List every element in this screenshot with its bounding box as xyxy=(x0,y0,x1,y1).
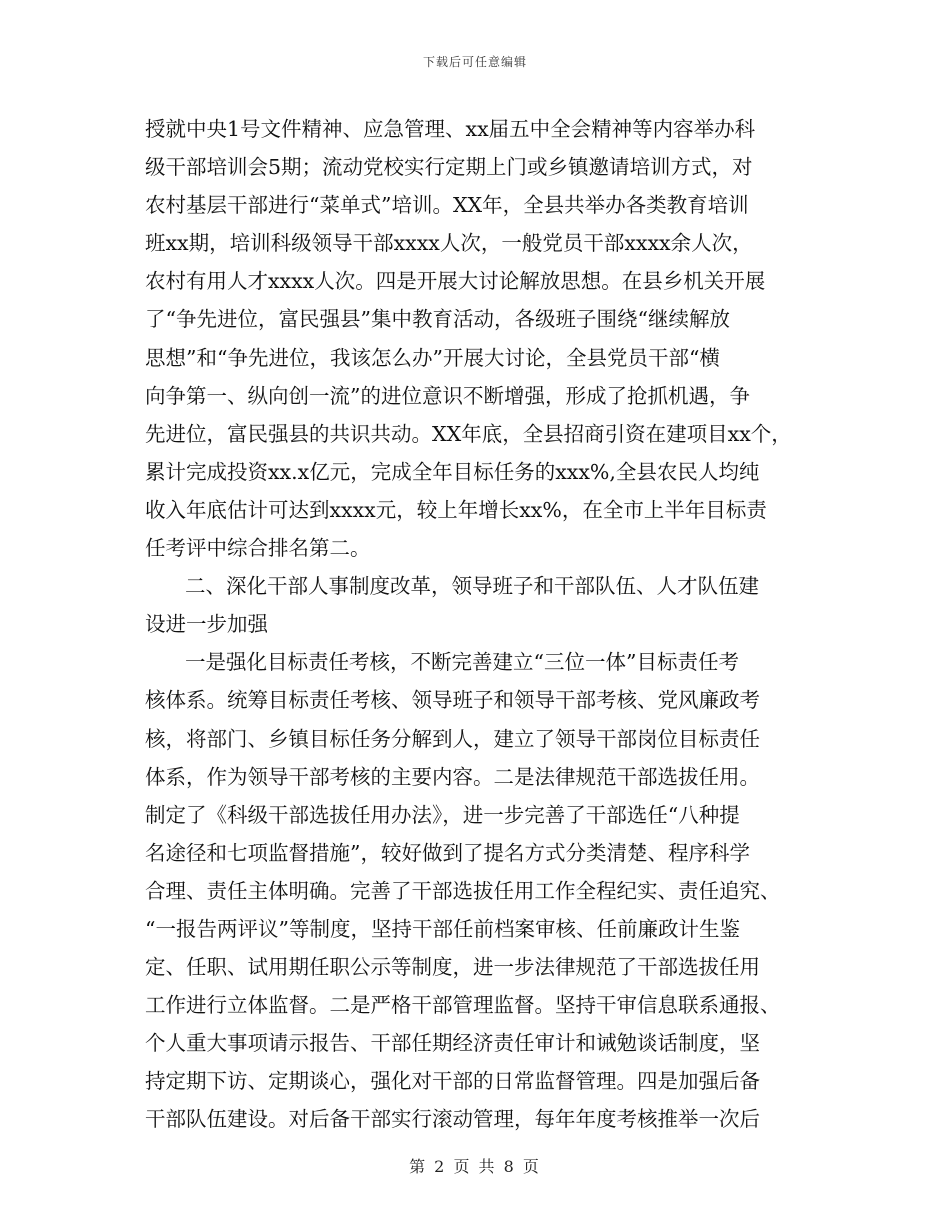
document-body xyxy=(145,110,825,1139)
text-line: 持定期下访、定期谈心，强化对干部的日常监督管理。四是加强后备 xyxy=(145,1069,760,1094)
text-line: 核，将部门、乡镇目标任务分解到人，建立了领导干部岗位目标责任 xyxy=(145,726,760,751)
text-line: 体系，作为领导干部考核的主要内容。二是法律规范干部选拔任用。 xyxy=(145,764,760,789)
text-line: 个人重大事项请示报告、干部任期经济责任审计和诫勉谈话制度，坚 xyxy=(145,1031,760,1056)
text-line: 思想”和“争先进位，我该怎么办”开展大讨论，全县党员干部“横 xyxy=(145,345,720,370)
text-line: 任考评中综合排名第二。 xyxy=(145,536,371,561)
text-line: 农村有用人才xxxx人次。四是开展大讨论解放思想。在县乡机关开展 xyxy=(145,269,766,294)
text-line: 名途径和七项监督措施”，较好做到了提名方式分类清楚、程序科学 xyxy=(145,840,750,865)
page-number-footer: 第 2 页 共 8 页 xyxy=(409,1157,541,1176)
text-line: 级干部培训会5期；流动党校实行定期上门或乡镇邀请培训方式，对 xyxy=(145,155,753,180)
text-line: 授就中央1号文件精神、应急管理、xx届五中全会精神等内容举办科 xyxy=(145,117,756,141)
text-line: 一是强化目标责任考核，不断完善建立“三位一体”目标责任考 xyxy=(185,650,739,675)
text-line: 先进位，富民强县的共识共动。XX年底，全县招商引资在建项目xx个， xyxy=(145,421,792,446)
text-line: 定、任职、试用期任职公示等制度，进一步法律规范了干部选拔任用 xyxy=(145,955,760,980)
text-line: 二、深化干部人事制度改革，领导班子和干部队伍、人才队伍建 xyxy=(185,574,759,599)
text-line: 制定了《科级干部选拔任用办法》，进一步完善了干部选任“八种提 xyxy=(145,802,740,827)
text-line: 核体系。统筹目标责任考核、领导班子和领导干部考核、党风廉政考 xyxy=(145,688,760,713)
text-line: 了“争先进位，富民强县”集中教育活动，各级班子围绕“继续解放 xyxy=(145,307,730,332)
page-header: 下载后可任意编辑 xyxy=(422,55,527,69)
text-line: 班xx期，培训科级领导干部xxxx人次，一般党员干部xxxx余人次， xyxy=(145,231,753,256)
text-line: 干部队伍建设。对后备干部实行滚动管理，每年年度考核推举一次后 xyxy=(145,1107,760,1132)
text-line: 合理、责任主体明确。完善了干部选拔任用工作全程纪实、责任追究、 xyxy=(145,878,781,903)
text-line: 累计完成投资xx.x亿元，完成全年目标任务的xxx%,全县农民人均纯 xyxy=(145,459,760,484)
text-line: 向争第一、纵向创一流”的进位意识不断增强，形成了抢抓机遇，争 xyxy=(145,383,750,408)
text-line: 农村基层干部进行“菜单式”培训。XX年，全县共举办各类教育培训 xyxy=(145,193,749,218)
text-line: 收入年底估计可达到xxxx元，较上年增长xx%，在全市上半年目标责 xyxy=(145,497,767,522)
text-line: 设进一步加强 xyxy=(145,612,268,637)
text-line: 工作进行立体监督。二是严格干部管理监督。坚持干审信息联系通报、 xyxy=(145,993,781,1018)
text-line: “一报告两评议”等制度，坚持干部任前档案审核、任前廉政计生鉴 xyxy=(145,916,740,941)
